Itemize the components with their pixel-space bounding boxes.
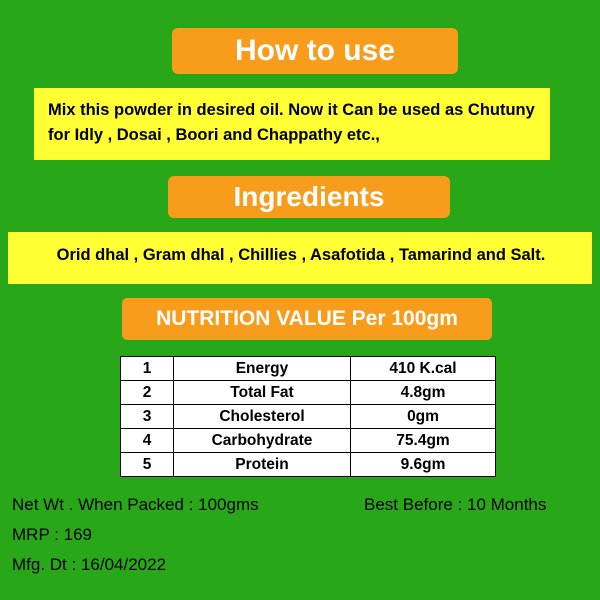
how-to-use-text: Mix this powder in desired oil. Now it Can be used as Chutuny for Idly , Dosai , Boori and Chappathy etc., xyxy=(34,88,550,160)
row-index: 3 xyxy=(121,405,174,429)
row-index: 4 xyxy=(121,429,174,453)
table-row xyxy=(121,405,496,429)
table-row xyxy=(121,429,496,453)
how-to-use-heading: How to use xyxy=(172,28,458,74)
footer-info xyxy=(12,490,592,580)
table-row xyxy=(121,381,496,405)
mrp-text: MRP : 169 xyxy=(12,525,93,544)
row-value: 9.6gm xyxy=(351,453,496,477)
row-index: 5 xyxy=(121,453,174,477)
footer-row-mfg xyxy=(12,550,592,580)
mfg-date-text: Mfg. Dt : 16/04/2022 xyxy=(12,555,167,574)
row-value: 0gm xyxy=(351,405,496,429)
ingredients-heading: Ingredients xyxy=(168,176,450,218)
footer-row-mrp xyxy=(12,520,592,550)
row-nutrient: Cholesterol xyxy=(174,405,351,429)
nutrition-table xyxy=(120,356,496,477)
ingredients-text: Orid dhal , Gram dhal , Chillies , Asafotida , Tamarind and Salt. xyxy=(8,232,592,284)
nutrition-value-heading: NUTRITION VALUE Per 100gm xyxy=(122,298,492,340)
row-value: 4.8gm xyxy=(351,381,496,405)
row-value: 410 K.cal xyxy=(351,357,496,381)
row-index: 1 xyxy=(121,357,174,381)
footer-row-weight xyxy=(12,490,592,520)
net-weight-text: Net Wt . When Packed : 100gms xyxy=(12,495,259,514)
row-index: 2 xyxy=(121,381,174,405)
row-nutrient: Protein xyxy=(174,453,351,477)
row-nutrient: Energy xyxy=(174,357,351,381)
row-value: 75.4gm xyxy=(351,429,496,453)
row-nutrient: Carbohydrate xyxy=(174,429,351,453)
table-row xyxy=(121,453,496,477)
table-row xyxy=(121,357,496,381)
best-before-text: Best Before : 10 Months xyxy=(364,495,547,514)
row-nutrient: Total Fat xyxy=(174,381,351,405)
